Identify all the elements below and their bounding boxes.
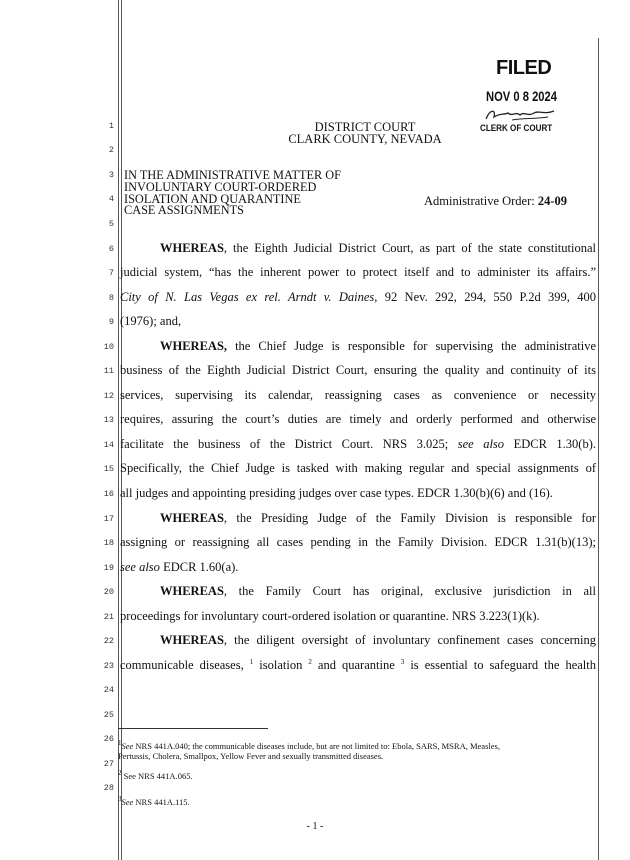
body-line: [160, 584, 596, 599]
footnote-1: [118, 738, 598, 761]
line-number: 2: [108, 145, 114, 155]
whereas-bold: WHEREAS: [160, 241, 224, 255]
footnote-number: 3: [118, 795, 122, 803]
line-number: 20: [103, 587, 114, 597]
court-name: DISTRICT COURT: [314, 120, 416, 134]
whereas-bold: WHEREAS: [160, 633, 224, 647]
court-heading: [260, 121, 470, 145]
line-number: 1: [108, 121, 114, 131]
line-number: 18: [103, 538, 114, 548]
line-number: 16: [103, 489, 114, 499]
caption-line: IN THE ADMINISTRATIVE MATTER OF: [124, 168, 342, 182]
body-line: requires, assuring the court’s duties are timely and orderly performed and otherwise: [120, 412, 596, 426]
body-text-segment: and quarantine: [311, 658, 401, 673]
clerk-signature-icon: [482, 107, 560, 123]
body-line: [120, 560, 596, 575]
footnote-ref-1[interactable]: 1: [249, 658, 254, 666]
caption-line: CASE ASSIGNMENTS: [124, 203, 244, 218]
line-number: 14: [103, 440, 114, 450]
body-text-segment: , the Family Court has original, exclusive jurisdiction in all: [223, 584, 596, 598]
body-text-segment: EDCR 1.60(a).: [159, 560, 239, 574]
filed-stamp: FILED: [496, 57, 552, 79]
footnote-text: See NRS 441A.065.: [121, 770, 193, 781]
body-text-segment: isolation: [253, 658, 309, 673]
footnote-divider: [118, 728, 268, 729]
whereas-bold: WHEREAS: [160, 511, 224, 525]
body-line: [160, 241, 596, 256]
footnote-number: 2: [118, 769, 122, 777]
line-number: 26: [103, 734, 114, 744]
body-line: [160, 633, 596, 648]
court-county: CLARK COUNTY, NEVADA: [288, 132, 442, 146]
line-number: 15: [103, 464, 114, 474]
line-number: 27: [103, 759, 114, 769]
body-line: Specifically, the Chief Judge is tasked with making regular and special assignments of: [120, 461, 596, 475]
right-margin-rule: [598, 38, 599, 860]
body-text-segment: , the Presiding Judge of the Family Division is responsible for: [223, 511, 596, 525]
body-text-segment: the Chief Judge is responsible for supervising the administrative: [227, 339, 596, 353]
footnote-ref-2[interactable]: 2: [308, 658, 312, 666]
line-number: 28: [103, 783, 114, 793]
body-line: business of the Eighth Judicial District Court, ensuring the quality and continuity of its: [120, 363, 596, 377]
line-number: 25: [103, 710, 114, 720]
body-line: [120, 290, 596, 305]
footnote-text: NRS 441A.040; the communicable diseases include, but are not limited to: Ebola, SARS, MSRA, Measles,: [133, 740, 500, 751]
caption-line: ISOLATION AND QUARANTINE: [124, 191, 301, 206]
left-margin-rule-inner: [121, 0, 122, 860]
body-text-segment: , the Eighth Judicial District Court, as part of the state constitutional: [223, 241, 596, 255]
order-number: 24-09: [537, 194, 568, 208]
case-citation: City of N. Las Vegas ex rel. Arndt v. Daines: [120, 290, 375, 304]
line-number: 11: [103, 366, 114, 376]
body-line: [160, 511, 596, 526]
body-line: all judges and appointing presiding judges over case types. EDCR 1.30(b)(6) and (16).: [120, 486, 553, 500]
body-text-segment: is essential to safeguard the health: [404, 658, 596, 673]
line-number: 17: [103, 514, 114, 524]
line-number: 19: [103, 563, 114, 573]
footnote-2: [118, 768, 598, 781]
see-also-italic: see also: [457, 437, 505, 451]
body-line: (1976); and,: [120, 314, 182, 328]
line-number: 6: [108, 244, 114, 254]
body-text-segment: communicable diseases,: [120, 658, 250, 673]
body-line: [120, 658, 596, 673]
whereas-bold: WHEREAS,: [160, 339, 228, 353]
see-italic: See: [121, 740, 134, 751]
footnote-text: NRS 441A.115.: [133, 796, 190, 807]
body-line: proceedings for involuntary court-ordered isolation or quarantine. NRS 3.223(1)(k).: [120, 609, 540, 623]
body-line: services, supervising its calendar, reassigning cases as convenience or necessity: [120, 388, 596, 402]
see-also-italic: see also: [120, 560, 160, 574]
line-number: 13: [103, 415, 114, 425]
line-number: 5: [108, 219, 114, 229]
body-line: assigning or reassigning all cases pending in the Family Division. EDCR 1.31(b)(13);: [120, 535, 596, 549]
administrative-order-number: [424, 194, 567, 209]
body-text-segment: , the diligent oversight of involuntary confinement cases concerning: [223, 633, 596, 647]
line-number: 21: [103, 612, 114, 622]
body-text-segment: facilitate the business of the District Court. NRS 3.025;: [120, 437, 458, 451]
line-number: 8: [108, 293, 114, 303]
line-number: 7: [108, 268, 114, 278]
body-line: judicial system, “has the inherent power to protect itself and to administer its affairs.”: [120, 265, 596, 279]
filed-date: NOV 0 8 2024: [486, 88, 557, 104]
body-line: [160, 339, 596, 354]
line-number: 23: [103, 661, 114, 671]
caption-line: INVOLUNTARY COURT-ORDERED: [124, 179, 317, 194]
footnote-ref-3[interactable]: 3: [400, 658, 405, 666]
page-number: - 1 -: [306, 821, 324, 832]
body-line: [120, 437, 596, 452]
line-number: 24: [103, 685, 114, 695]
line-number: 4: [108, 194, 114, 204]
line-number: 3: [108, 170, 114, 180]
order-label: Administrative Order:: [424, 194, 538, 208]
whereas-bold: WHEREAS: [160, 584, 224, 598]
footnote-3: [118, 794, 598, 807]
line-number: 12: [103, 391, 114, 401]
line-number: 9: [108, 317, 114, 327]
clerk-of-court-label: CLERK OF COURT: [480, 123, 553, 134]
body-text-segment: , 92 Nev. 292, 294, 550 P.2d 399, 400: [374, 290, 596, 304]
left-margin-rule-outer: [118, 0, 119, 860]
see-italic: See: [121, 796, 134, 807]
case-caption: [124, 170, 341, 217]
body-text-segment: EDCR 1.30(b).: [504, 437, 596, 451]
footnote-number: 1: [118, 739, 122, 747]
line-number: 22: [103, 636, 114, 646]
line-number: 10: [103, 342, 114, 352]
footnote-text: Pertussis, Cholera, Smallpox, Yellow Fever and sexually transmitted diseases.: [118, 750, 384, 761]
